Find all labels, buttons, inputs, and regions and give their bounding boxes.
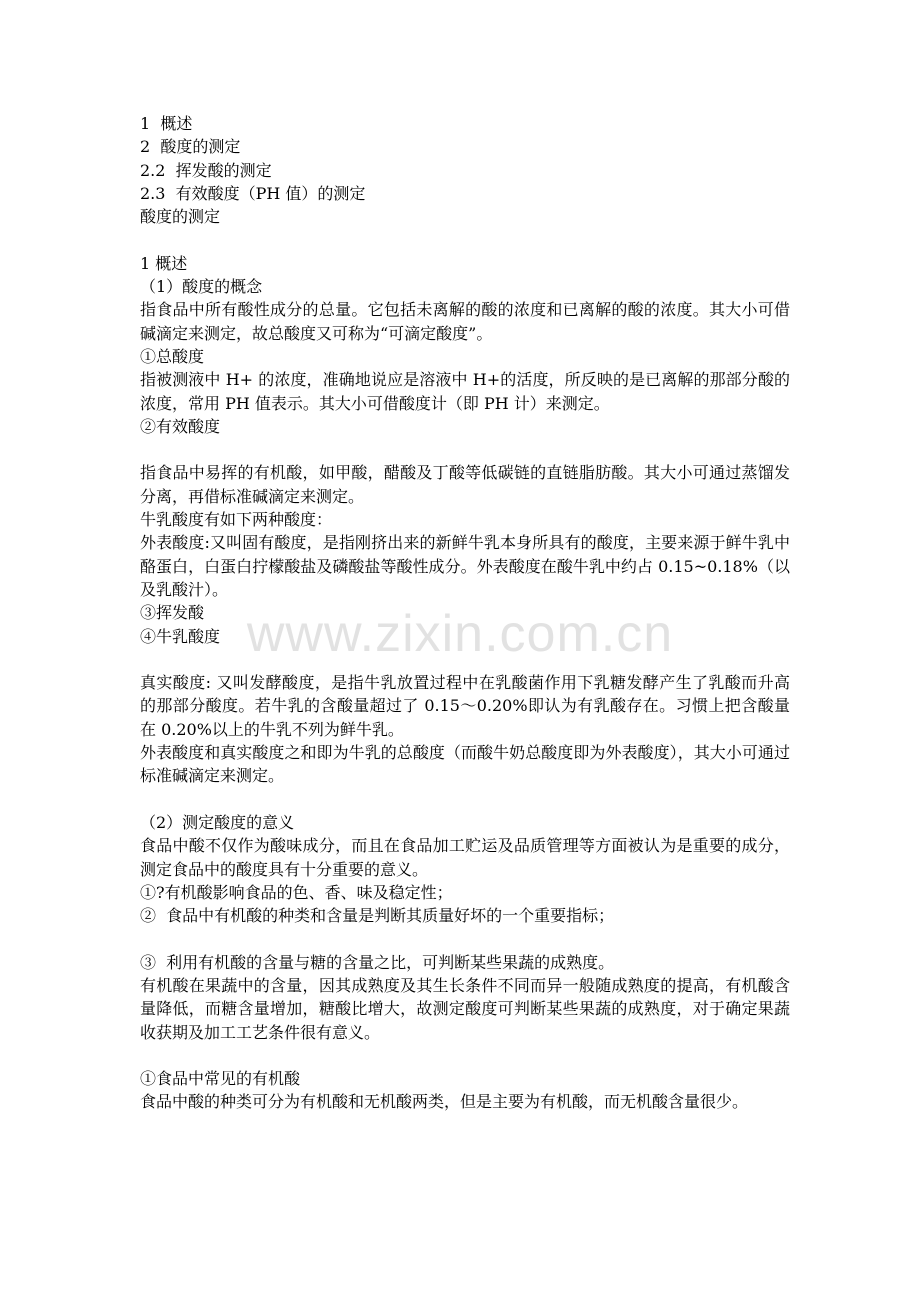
- significance-point-2: ② 食品中有机酸的种类和含量是判断其质量好坏的一个重要指标；: [140, 906, 615, 926]
- volatile-acid-heading: ③挥发酸: [140, 603, 205, 623]
- significance-paragraph: 食品中酸不仅作为酸味成分，而且在食品加工贮运及品质管理等方面被认为是重要的成分，测定食品中的酸度具有十分重要的意义。: [140, 836, 790, 879]
- significance-point-3: ③ 利用有机酸的含量与糖的含量之比，可判断某些果蔬的成熟度。: [140, 952, 615, 972]
- section-heading-overview: 1 概述: [140, 253, 188, 273]
- spacer: [140, 228, 790, 251]
- milk-acidity-heading: ④牛乳酸度: [140, 626, 221, 646]
- effective-acidity-heading: ②有效酸度: [140, 416, 221, 436]
- milk-acidity-intro: 牛乳酸度有如下两种酸度：: [140, 510, 333, 530]
- subsection-heading-concept: （1）酸度的概念: [140, 277, 263, 297]
- volatile-acid-paragraph: 指食品中易挥的有机酸，如甲酸，醋酸及丁酸等低碳链的直链脂肪酸。其大小可通过蒸馏发分离，再借标准碱滴定来测定。: [140, 463, 790, 506]
- subsection-heading-significance: （2）测定酸度的意义: [140, 812, 295, 832]
- spacer: [140, 927, 790, 950]
- spacer: [140, 788, 790, 811]
- total-milk-acidity-paragraph: 外表酸度和真实酸度之和即为牛乳的总酸度（而酸牛奶总酸度即为外表酸度），其大小可通过标准碱滴定来测定。: [140, 743, 790, 786]
- spacer: [140, 438, 790, 461]
- document-body: [140, 112, 790, 1114]
- significance-point-1: ①?有机酸影响食品的色、香、味及稳定性；: [140, 882, 453, 902]
- toc-item-2: 2 酸度的测定: [140, 137, 241, 157]
- spacer: [140, 1044, 790, 1067]
- toc-item-3: 2.2 挥发酸的测定: [140, 160, 272, 180]
- total-acidity-heading: ①总酸度: [140, 346, 205, 366]
- toc-item-4: 2.3 有效酸度（PH 值）的测定: [140, 183, 366, 203]
- common-organic-acids-heading: ①食品中常见的有机酸: [140, 1069, 301, 1089]
- real-acidity-paragraph: 真实酸度: 又叫发酵酸度，是指牛乳放置过程中在乳酸菌作用下乳糖发酵产生了乳酸而升高的那部分酸度。若牛乳的含酸量超过了 0.15～0.20%即认为有乳酸存在。习惯上把含酸量在 0.20%以上的牛乳不列为鲜牛乳。: [140, 673, 790, 739]
- apparent-acidity-paragraph: 外表酸度:又叫固有酸度，是指刚挤出来的新鲜牛乳本身所具有的酸度，主要来源于鲜牛乳中酪蛋白，白蛋白拧檬酸盐及磷酸盐等酸性成分。外表酸度在酸牛乳中约占 0.15~0.18%（以及乳酸汁）。: [140, 533, 790, 599]
- spacer: [140, 648, 790, 671]
- toc-item-1: 1 概述: [140, 114, 193, 133]
- total-acidity-paragraph: 指被测液中 H+ 的浓度，准确地说应是溶液中 H+的活度，所反映的是已离解的那部分酸的浓度，常用 PH 值表示。其大小可借酸度计（即 PH 计）来测定。: [140, 370, 790, 413]
- fruit-maturity-paragraph: 有机酸在果蔬中的含量，因其成熟度及其生长条件不同而异一般随成熟度的提高，有机酸含量降低，而糖含量增加，糖酸比增大，故测定酸度可判断某些果蔬的成熟度，对于确定果蔬收获期及加工工艺条件很有意义。: [140, 975, 790, 1042]
- common-organic-acids-paragraph: 食品中酸的种类可分为有机酸和无机酸两类，但是主要为有机酸，而无机酸含量很少。: [140, 1092, 749, 1112]
- watermark: www.zixin.com.cn: [246, 605, 674, 663]
- main-title: 酸度的测定: [140, 207, 221, 227]
- concept-paragraph: 指食品中所有酸性成分的总量。它包括未离解的酸的浓度和已离解的酸的浓度。其大小可借碱滴定来测定，故总酸度又可称为“可滴定酸度”。: [140, 300, 790, 343]
